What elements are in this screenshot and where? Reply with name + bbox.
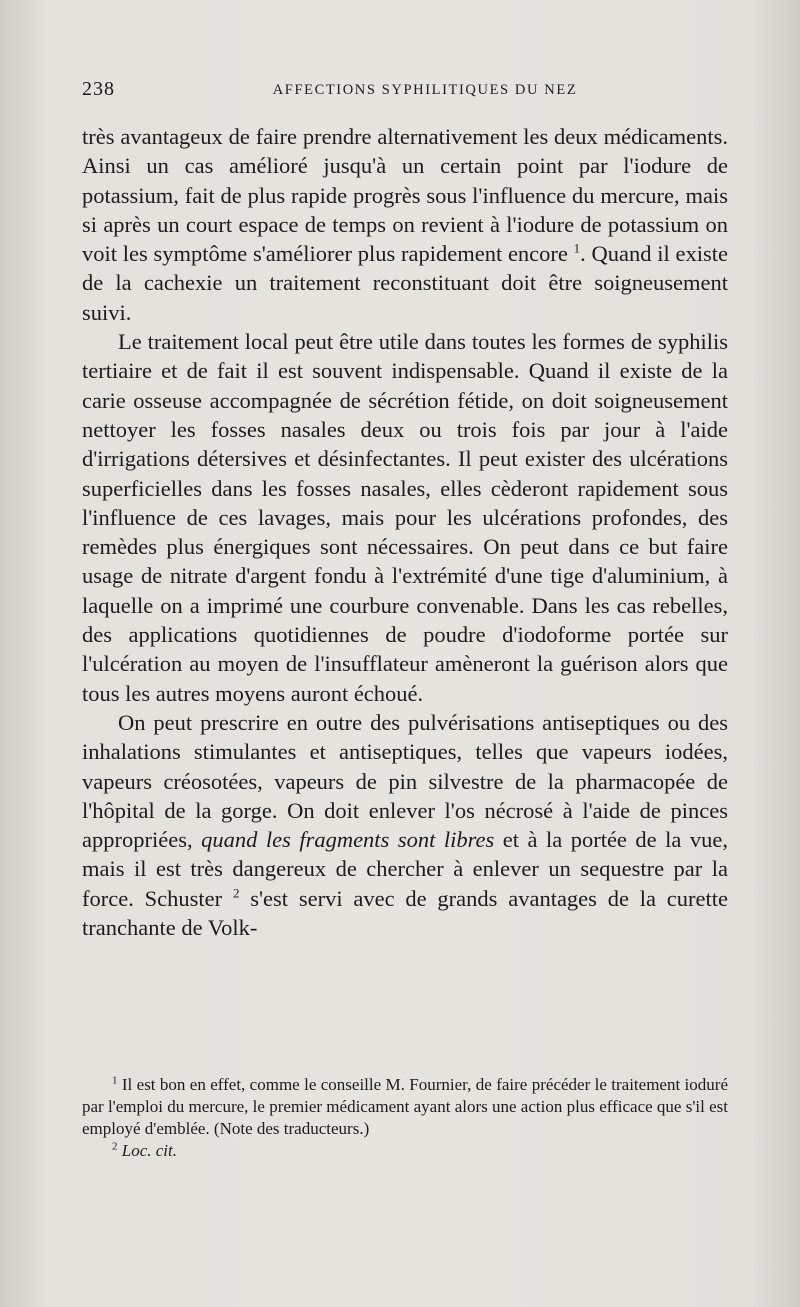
main-text [82, 122, 728, 942]
footnote-1 [82, 1074, 728, 1140]
footnote-1-marker: 1 [112, 1074, 118, 1087]
paragraph-3-mid: et à la portée de la vue, mais il est très dangereux de chercher à enlever un sequestre par la force. Schuster [82, 827, 729, 911]
footnote-ref-1: 1 [573, 240, 581, 256]
page-number: 238 [82, 78, 115, 100]
footnote-ref-2: 2 [232, 885, 240, 901]
paragraph-1-text: très avantageux de faire prendre alternativement les deux médicaments. Ainsi un cas amélioré jusqu'à un certain point par l'iodure de potassium, fait de plus rapide progrès sous l'influence du mercure, mais si après un court espace de temps on revient à l'iodure de potassium on voit les symptôme s'améliorer plus rapidement encore [82, 124, 728, 267]
footnotes [82, 1074, 728, 1162]
footnote-2 [82, 1140, 728, 1162]
paragraph-2: Le traitement local peut être utile dans toutes les formes de syphilis tertiaire et de fait il est souvent indispensable. Quand il existe de la carie osseuse accompagnée de sécrétion fétide, on doit soigneusement nettoyer les fosses nasales deux ou trois fois par jour à l'aide d'irrigations détersives et désinfectantes. Il peut exister des ulcérations superficielles dans les fosses nasales, elles cèderont rapidement sous l'influence de ces lavages, mais pour les ulcérations profondes, des remèdes plus énergiques sont nécessaires. On peut dans ce but faire usage de nitrate d'argent fondu à l'extrémité d'une tige d'aluminium, à laquelle on a imprimé une courbure convenable. Dans les cas rebelles, des applications quotidiennes de poudre d'iodoforme portée sur l'ulcération au moyen de l'insufflateur amèneront la guérison alors que tous les autres moyens auront échoué. [82, 329, 728, 706]
footnote-2-text: Loc. cit. [121, 1141, 177, 1160]
paragraph-1-tail: . Quand il existe de la cachexie un traitement reconstituant doit être soigneusement suivi. [82, 241, 728, 325]
footnote-2-marker: 2 [112, 1140, 118, 1153]
paragraph-3-italic: quand les fragments sont libres [201, 827, 495, 853]
paragraph-3-start: On peut prescrire en outre des pulvérisations antiseptiques ou des inhalations stimulantes et antiseptiques, telles que vapeurs iodées, vapeurs créosotées, vapeurs de pin silvestre de la pharmacopée de l'hôpital de la gorge. On doit enlever l'os nécrosé à l'aide de pinces appropriées, [82, 709, 728, 853]
paragraph-3 [82, 708, 728, 942]
paragraph-1 [82, 122, 728, 327]
running-title: AFFECTIONS SYPHILITIQUES DU NEZ [272, 82, 578, 98]
paragraph-3-end: s'est servi avec de grands avantages de la curette tranchante de Volk- [82, 885, 729, 941]
page-header [82, 78, 728, 106]
footnote-1-text: Il est bon en effet, comme le conseille M. Fournier, de faire précéder le traitement ioduré par l'emploi du mercure, le premier médicament ayant alors une action plus efficace que s'il est employé d'emblée. (Note des traducteurs.) [82, 1075, 728, 1138]
